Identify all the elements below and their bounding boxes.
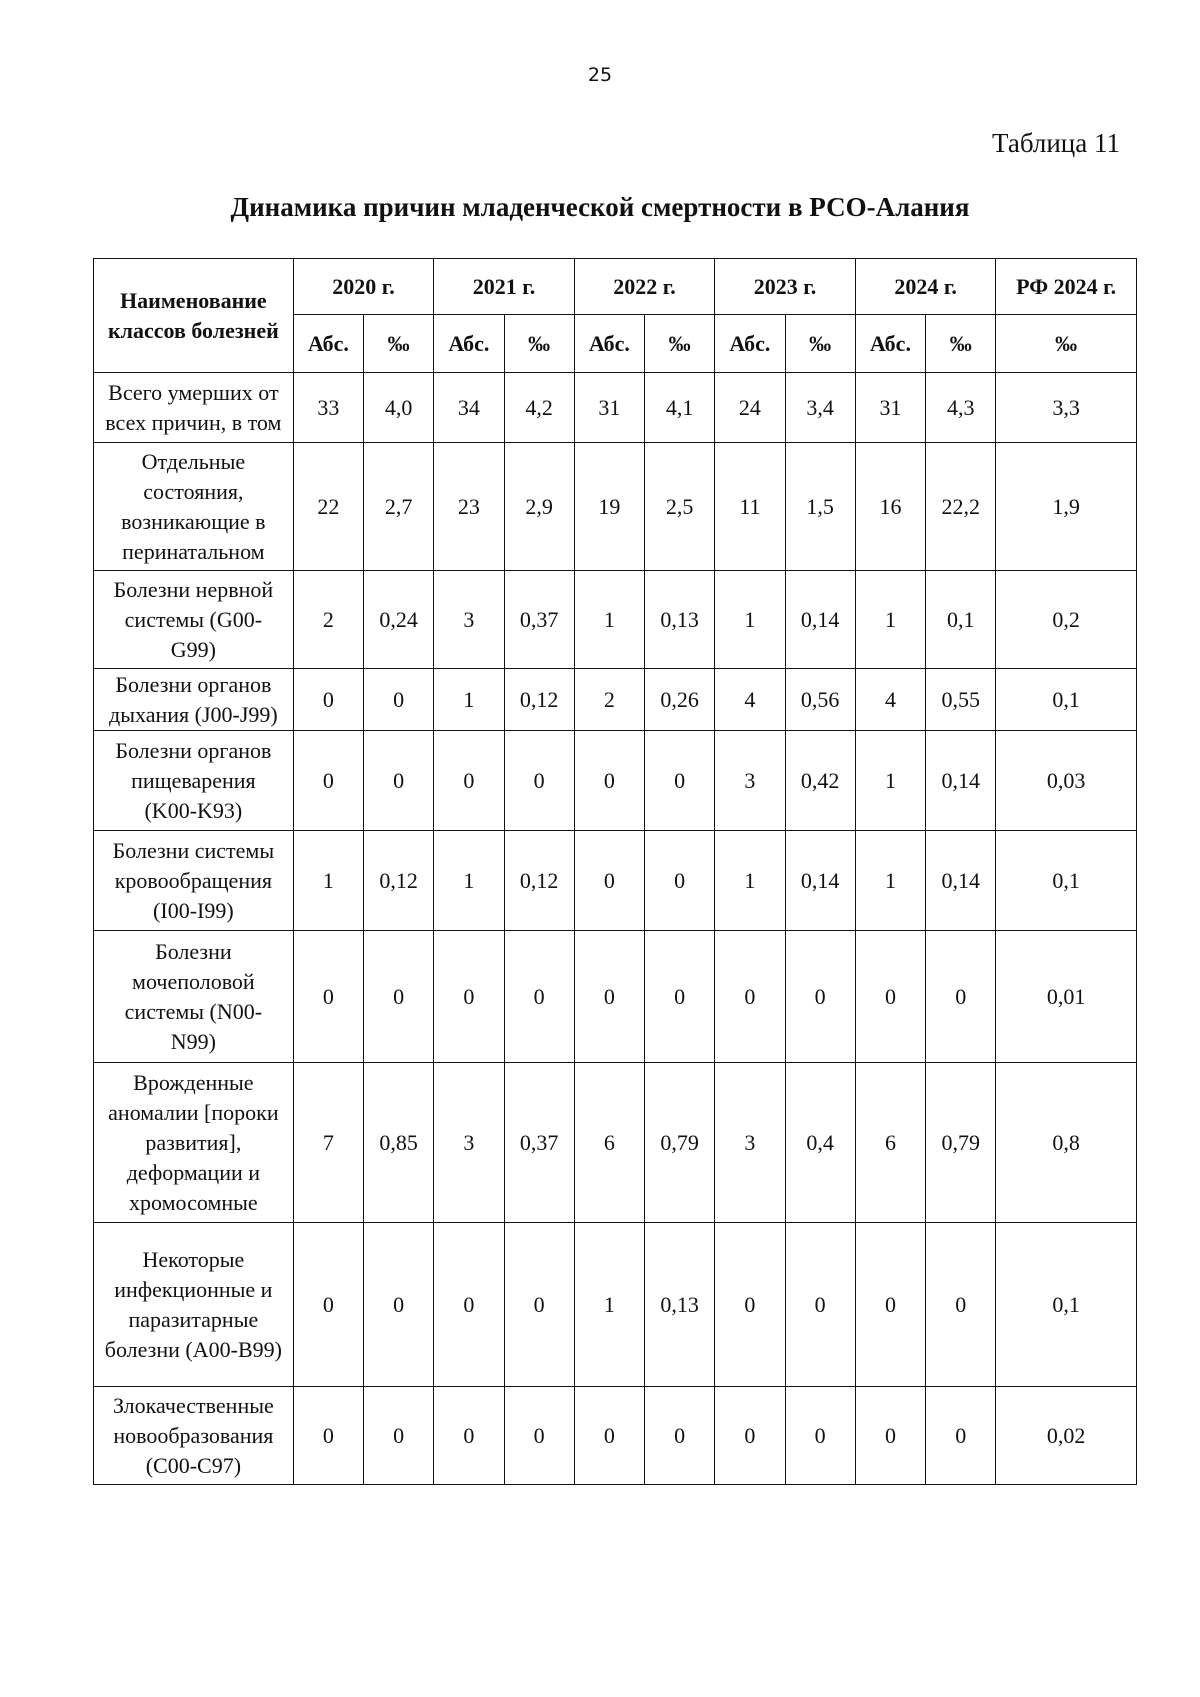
- disease-class-line: Болезни системы: [112, 837, 275, 863]
- abs-cell: 0: [293, 731, 363, 831]
- disease-class-line: болезни (A00-B99): [104, 1336, 282, 1362]
- abs-cell: 0: [434, 1223, 504, 1387]
- permille-cell: 0: [504, 931, 574, 1063]
- abs-cell: 0: [855, 931, 925, 1063]
- permille-cell: 0: [645, 831, 715, 931]
- permille-cell: 0,42: [785, 731, 855, 831]
- abs-cell: 31: [855, 373, 925, 443]
- table-row: [94, 831, 1137, 931]
- abs-cell: 1: [574, 571, 644, 669]
- permille-cell: 0,13: [645, 571, 715, 669]
- abs-cell: 0: [574, 731, 644, 831]
- header-disease-class: [94, 259, 294, 373]
- abs-cell: 0: [434, 731, 504, 831]
- permille-cell: 0,37: [504, 571, 574, 669]
- permille-cell: 0,14: [785, 831, 855, 931]
- permille-cell: 0: [364, 669, 434, 731]
- permille-cell: 0,79: [645, 1063, 715, 1223]
- header-year: 2022 г.: [574, 259, 715, 315]
- abs-cell: 7: [293, 1063, 363, 1223]
- table-body: [94, 373, 1137, 1485]
- disease-class-name: [94, 1063, 294, 1223]
- disease-class-line: возникающие в: [121, 508, 266, 534]
- disease-class-line: состояния,: [143, 478, 244, 504]
- disease-class-line: Болезни: [155, 938, 232, 964]
- disease-class-line: мочеполовой: [132, 968, 255, 994]
- permille-cell: 0: [364, 1223, 434, 1387]
- permille-cell: 0,14: [926, 831, 996, 931]
- permille-cell: 0,12: [504, 831, 574, 931]
- permille-cell: 0,26: [645, 669, 715, 731]
- abs-cell: 4: [855, 669, 925, 731]
- permille-cell: 0,56: [785, 669, 855, 731]
- header-abs: Абс.: [293, 315, 363, 373]
- disease-class-line: Болезни органов: [115, 737, 272, 763]
- header-abs: Абс.: [434, 315, 504, 373]
- table-row: [94, 731, 1137, 831]
- table-label: Таблица 11: [992, 128, 1120, 158]
- header-name-line: классов болезней: [107, 317, 279, 343]
- abs-cell: 0: [293, 931, 363, 1063]
- table-row: [94, 571, 1137, 669]
- abs-cell: 4: [715, 669, 785, 731]
- disease-class-name: [94, 931, 294, 1063]
- abs-cell: 1: [715, 831, 785, 931]
- permille-cell: 4,0: [364, 373, 434, 443]
- permille-cell: 4,2: [504, 373, 574, 443]
- abs-cell: 0: [574, 831, 644, 931]
- abs-cell: 0: [715, 1223, 785, 1387]
- permille-cell: 4,3: [926, 373, 996, 443]
- permille-cell: 0,24: [364, 571, 434, 669]
- header-year: 2023 г.: [715, 259, 856, 315]
- disease-class-line: развития],: [145, 1129, 242, 1155]
- abs-cell: 3: [715, 731, 785, 831]
- permille-cell: 0,12: [504, 669, 574, 731]
- disease-class-line: Болезни органов: [115, 671, 272, 697]
- abs-cell: 0: [715, 931, 785, 1063]
- header-year: 2021 г.: [434, 259, 575, 315]
- abs-cell: 33: [293, 373, 363, 443]
- rf-permille-cell: 0,1: [996, 669, 1137, 731]
- abs-cell: 2: [574, 669, 644, 731]
- rf-permille-cell: 0,1: [996, 831, 1137, 931]
- abs-cell: 23: [434, 443, 504, 571]
- permille-cell: 0: [504, 1387, 574, 1485]
- table-row: [94, 373, 1137, 443]
- abs-cell: 0: [715, 1387, 785, 1485]
- table-row: [94, 1223, 1137, 1387]
- permille-cell: 0,4: [785, 1063, 855, 1223]
- permille-cell: 0: [645, 731, 715, 831]
- permille-cell: 0: [504, 731, 574, 831]
- disease-class-line: кровообращения: [114, 867, 272, 893]
- rf-permille-cell: 1,9: [996, 443, 1137, 571]
- abs-cell: 24: [715, 373, 785, 443]
- permille-cell: 0,85: [364, 1063, 434, 1223]
- disease-class-line: всех причин, в том: [105, 409, 282, 435]
- permille-cell: 2,7: [364, 443, 434, 571]
- header-row-years: [94, 259, 1137, 315]
- permille-cell: 0: [926, 931, 996, 1063]
- permille-cell: 2,5: [645, 443, 715, 571]
- disease-class-line: системы (G00-: [124, 606, 263, 632]
- abs-cell: 1: [434, 831, 504, 931]
- header-permille: ‰: [785, 315, 855, 373]
- abs-cell: 0: [293, 669, 363, 731]
- permille-cell: 3,4: [785, 373, 855, 443]
- disease-class-line: системы (N00-: [124, 998, 263, 1024]
- rf-permille-cell: 0,01: [996, 931, 1137, 1063]
- table-title: Динамика причин младенческой смертности в РСО-Алания: [230, 192, 970, 222]
- permille-cell: 0,14: [785, 571, 855, 669]
- header-permille: ‰: [996, 315, 1137, 373]
- abs-cell: 11: [715, 443, 785, 571]
- permille-cell: 0,79: [926, 1063, 996, 1223]
- disease-class-line: деформации и: [126, 1159, 261, 1185]
- rf-permille-cell: 3,3: [996, 373, 1137, 443]
- rf-permille-cell: 0,8: [996, 1063, 1137, 1223]
- rf-permille-cell: 0,03: [996, 731, 1137, 831]
- disease-class-name: [94, 373, 294, 443]
- disease-class-name: [94, 571, 294, 669]
- abs-cell: 0: [434, 931, 504, 1063]
- abs-cell: 1: [855, 571, 925, 669]
- header-year: 2020 г.: [293, 259, 434, 315]
- header-year: 2024 г.: [855, 259, 996, 315]
- header-permille: ‰: [504, 315, 574, 373]
- abs-cell: 1: [715, 571, 785, 669]
- disease-class-line: Отдельные: [141, 448, 246, 474]
- header-name-line: Наименование: [120, 287, 267, 313]
- rf-permille-cell: 0,02: [996, 1387, 1137, 1485]
- abs-cell: 1: [434, 669, 504, 731]
- table-row: [94, 1387, 1137, 1485]
- abs-cell: 0: [574, 931, 644, 1063]
- disease-class-line: хромосомные: [129, 1189, 258, 1215]
- abs-cell: 0: [293, 1387, 363, 1485]
- abs-cell: 1: [855, 831, 925, 931]
- header-abs: Абс.: [855, 315, 925, 373]
- permille-cell: 0: [785, 931, 855, 1063]
- rf-permille-cell: 0,2: [996, 571, 1137, 669]
- permille-cell: 0,14: [926, 731, 996, 831]
- disease-class-line: Всего умерших от: [108, 379, 279, 405]
- abs-cell: 6: [574, 1063, 644, 1223]
- permille-cell: 0,37: [504, 1063, 574, 1223]
- permille-cell: 0: [364, 1387, 434, 1485]
- disease-class-name: [94, 731, 294, 831]
- header-abs: Абс.: [715, 315, 785, 373]
- abs-cell: 0: [855, 1223, 925, 1387]
- disease-class-line: G99): [170, 636, 216, 662]
- permille-cell: 0: [785, 1387, 855, 1485]
- rf-permille-cell: 0,1: [996, 1223, 1137, 1387]
- disease-class-line: Болезни нервной: [113, 576, 274, 602]
- disease-class-line: аномалии [пороки: [108, 1099, 279, 1125]
- permille-cell: 2,9: [504, 443, 574, 571]
- permille-cell: 0: [645, 931, 715, 1063]
- disease-class-name: [94, 1223, 294, 1387]
- abs-cell: 0: [574, 1387, 644, 1485]
- header-permille: ‰: [645, 315, 715, 373]
- abs-cell: 34: [434, 373, 504, 443]
- disease-class-line: перинатальном: [122, 538, 265, 564]
- disease-class-line: (K00-K93): [144, 797, 243, 823]
- header-rf: РФ 2024 г.: [996, 259, 1137, 315]
- disease-class-line: Некоторые: [142, 1246, 245, 1272]
- disease-class-name: [94, 443, 294, 571]
- abs-cell: 2: [293, 571, 363, 669]
- permille-cell: 0: [364, 931, 434, 1063]
- disease-class-line: пищеварения: [131, 767, 256, 793]
- abs-cell: 6: [855, 1063, 925, 1223]
- header-permille: ‰: [926, 315, 996, 373]
- permille-cell: 0: [926, 1387, 996, 1485]
- permille-cell: 0,12: [364, 831, 434, 931]
- permille-cell: 0,55: [926, 669, 996, 731]
- table-row: [94, 669, 1137, 731]
- disease-class-line: (C00-C97): [145, 1452, 242, 1478]
- permille-cell: 0: [504, 1223, 574, 1387]
- permille-cell: 0: [645, 1387, 715, 1485]
- abs-cell: 3: [715, 1063, 785, 1223]
- table-row: [94, 1063, 1137, 1223]
- permille-cell: 0,13: [645, 1223, 715, 1387]
- page-number: 25: [587, 64, 613, 86]
- disease-class-line: Злокачественные: [112, 1392, 274, 1418]
- abs-cell: 0: [293, 1223, 363, 1387]
- permille-cell: 22,2: [926, 443, 996, 571]
- table-row: [94, 931, 1137, 1063]
- abs-cell: 22: [293, 443, 363, 571]
- abs-cell: 19: [574, 443, 644, 571]
- abs-cell: 3: [434, 1063, 504, 1223]
- permille-cell: 4,1: [645, 373, 715, 443]
- permille-cell: 0: [364, 731, 434, 831]
- disease-class-name: [94, 831, 294, 931]
- permille-cell: 0: [926, 1223, 996, 1387]
- disease-class-line: N99): [170, 1028, 216, 1054]
- abs-cell: 0: [855, 1387, 925, 1485]
- permille-cell: 1,5: [785, 443, 855, 571]
- disease-class-name: [94, 1387, 294, 1485]
- disease-class-name: [94, 669, 294, 731]
- abs-cell: 1: [855, 731, 925, 831]
- disease-class-line: Врожденные: [133, 1069, 254, 1095]
- header-abs: Абс.: [574, 315, 644, 373]
- abs-cell: 16: [855, 443, 925, 571]
- abs-cell: 0: [434, 1387, 504, 1485]
- disease-class-line: дыхания (J00-J99): [109, 701, 278, 727]
- abs-cell: 1: [574, 1223, 644, 1387]
- disease-class-line: новообразования: [113, 1422, 274, 1448]
- mortality-table: [93, 258, 1137, 1485]
- disease-class-line: (I00-I99): [153, 897, 234, 923]
- permille-cell: 0: [785, 1223, 855, 1387]
- abs-cell: 1: [293, 831, 363, 931]
- disease-class-line: паразитарные: [128, 1306, 259, 1332]
- header-permille: ‰: [364, 315, 434, 373]
- abs-cell: 3: [434, 571, 504, 669]
- permille-cell: 0,1: [926, 571, 996, 669]
- disease-class-line: инфекционные и: [114, 1276, 273, 1302]
- abs-cell: 31: [574, 373, 644, 443]
- table-row: [94, 443, 1137, 571]
